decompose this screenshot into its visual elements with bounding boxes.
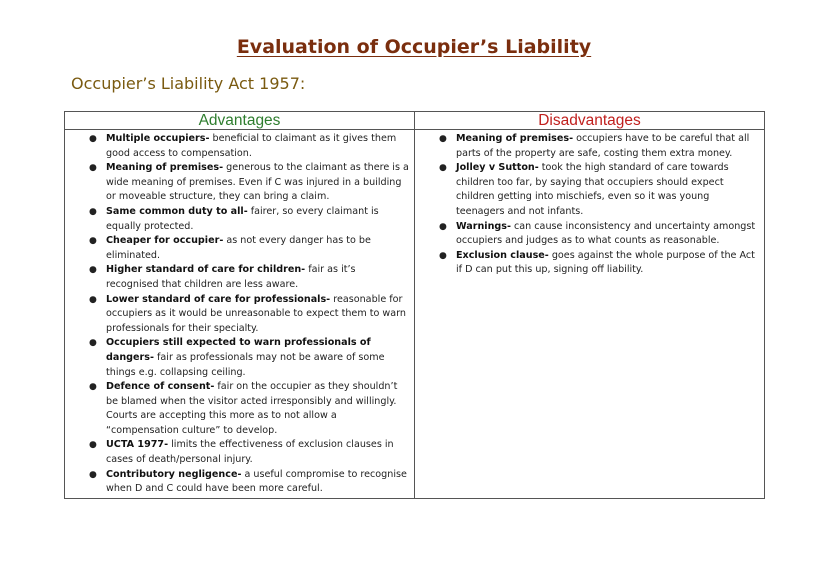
list-item-text: beneficial to claimant as it gives them good access to compensation. <box>106 133 397 159</box>
list-item-text: a useful compromise to recognise when D and C could have been more careful. <box>106 468 407 495</box>
list-item-term: Warnings- <box>456 220 511 232</box>
list-item <box>439 220 760 249</box>
list-item <box>439 249 760 278</box>
list-item <box>89 263 410 292</box>
page-title: Evaluation of Occupier’s Liability <box>236 36 592 58</box>
list-item-text: reasonable for occupiers as it would be unreasonable to expect them to warn professionals for their specialty. <box>106 293 406 334</box>
list-item-term: Multiple occupiers- <box>106 133 210 144</box>
list-item-text: took the high standard of care towards children too far, by saying that occupiers should expect children getting into mischiefs, even so it was young teenagers and not infants. <box>456 162 729 217</box>
bullet-icon: ● <box>89 265 97 276</box>
advantages-header: Advantages <box>65 112 415 130</box>
list-item-term: Defence of consent- <box>106 381 215 393</box>
list-item <box>89 132 410 161</box>
list-item <box>89 336 410 380</box>
list-item <box>89 438 410 467</box>
bullet-icon: ● <box>439 163 447 174</box>
list-item <box>439 132 760 161</box>
list-item <box>89 161 410 205</box>
list-item <box>89 468 410 497</box>
bullet-icon: ● <box>439 134 447 144</box>
bullet-icon: ● <box>89 440 97 451</box>
list-item-term: Occupiers still expected to warn professionals of dangers- <box>106 337 371 363</box>
bullet-icon: ● <box>439 221 447 232</box>
list-item <box>89 234 410 263</box>
list-item-text: fairer, so every claimant is equally protected. <box>106 205 379 232</box>
section-heading: Occupier’s Liability Act 1957: <box>71 74 306 93</box>
list-item-term: Contributory negligence- <box>106 468 242 480</box>
list-item-text: fair on the occupier as they shouldn’t be blamed when the visitor acted irresponsibly and willingly. Courts are accepting this more as to not allow a “compensation culture” to develop. <box>106 381 398 436</box>
bullet-icon: ● <box>439 250 447 261</box>
list-item-text: goes against the whole purpose of the Act if D can put this up, signing off liability. <box>456 249 755 276</box>
list-item-term: Lower standard of care for professionals- <box>106 293 331 305</box>
list-item-term: Jolley v Sutton- <box>456 162 539 174</box>
list-item-term: Higher standard of care for children- <box>106 264 306 276</box>
list-item-term: Exclusion clause- <box>456 249 549 261</box>
list-item-text: limits the effectiveness of exclusion clauses in cases of death/personal injury. <box>106 439 394 466</box>
list-item <box>89 293 410 337</box>
list-item-term: Same common duty to all- <box>106 205 248 217</box>
list-item <box>439 161 760 219</box>
advantages-cell <box>65 130 415 499</box>
list-item-text: occupiers have to be careful that all parts of the property are safe, costing them extra money. <box>456 133 750 159</box>
list-item-text: fair as professionals may not be aware of some things e.g. collapsing ceiling. <box>106 351 385 378</box>
bullet-icon: ● <box>89 338 97 349</box>
list-item <box>89 380 410 438</box>
list-item-term: Meaning of premises- <box>106 162 224 174</box>
disadvantages-list <box>419 132 760 278</box>
list-item-text: can cause inconsistency and uncertainty amongst occupiers and judges as to what counts as reasonable. <box>456 220 756 247</box>
list-item-term: Meaning of premises- <box>456 133 574 144</box>
bullet-icon: ● <box>89 469 97 480</box>
bullet-icon: ● <box>89 382 97 393</box>
list-item-text: generous to the claimant as there is a wide meaning of premises. Even if C was injured in a building or moveable structure, they can bring a claim. <box>106 162 409 203</box>
list-item-term: UCTA 1977- <box>106 439 169 451</box>
bullet-icon: ● <box>89 294 97 305</box>
evaluation-table <box>64 111 765 499</box>
bullet-icon: ● <box>89 134 97 144</box>
bullet-icon: ● <box>89 163 97 174</box>
list-item <box>89 205 410 234</box>
advantages-list <box>69 132 410 497</box>
list-item-text: as not every danger has to be eliminated. <box>106 235 371 261</box>
disadvantages-header: Disadvantages <box>415 112 765 130</box>
list-item-text: fair as it’s recognised that children are less aware. <box>106 264 356 290</box>
bullet-icon: ● <box>89 206 97 217</box>
list-item-term: Cheaper for occupier- <box>106 235 224 247</box>
bullet-icon: ● <box>89 236 97 247</box>
disadvantages-cell <box>415 130 765 499</box>
